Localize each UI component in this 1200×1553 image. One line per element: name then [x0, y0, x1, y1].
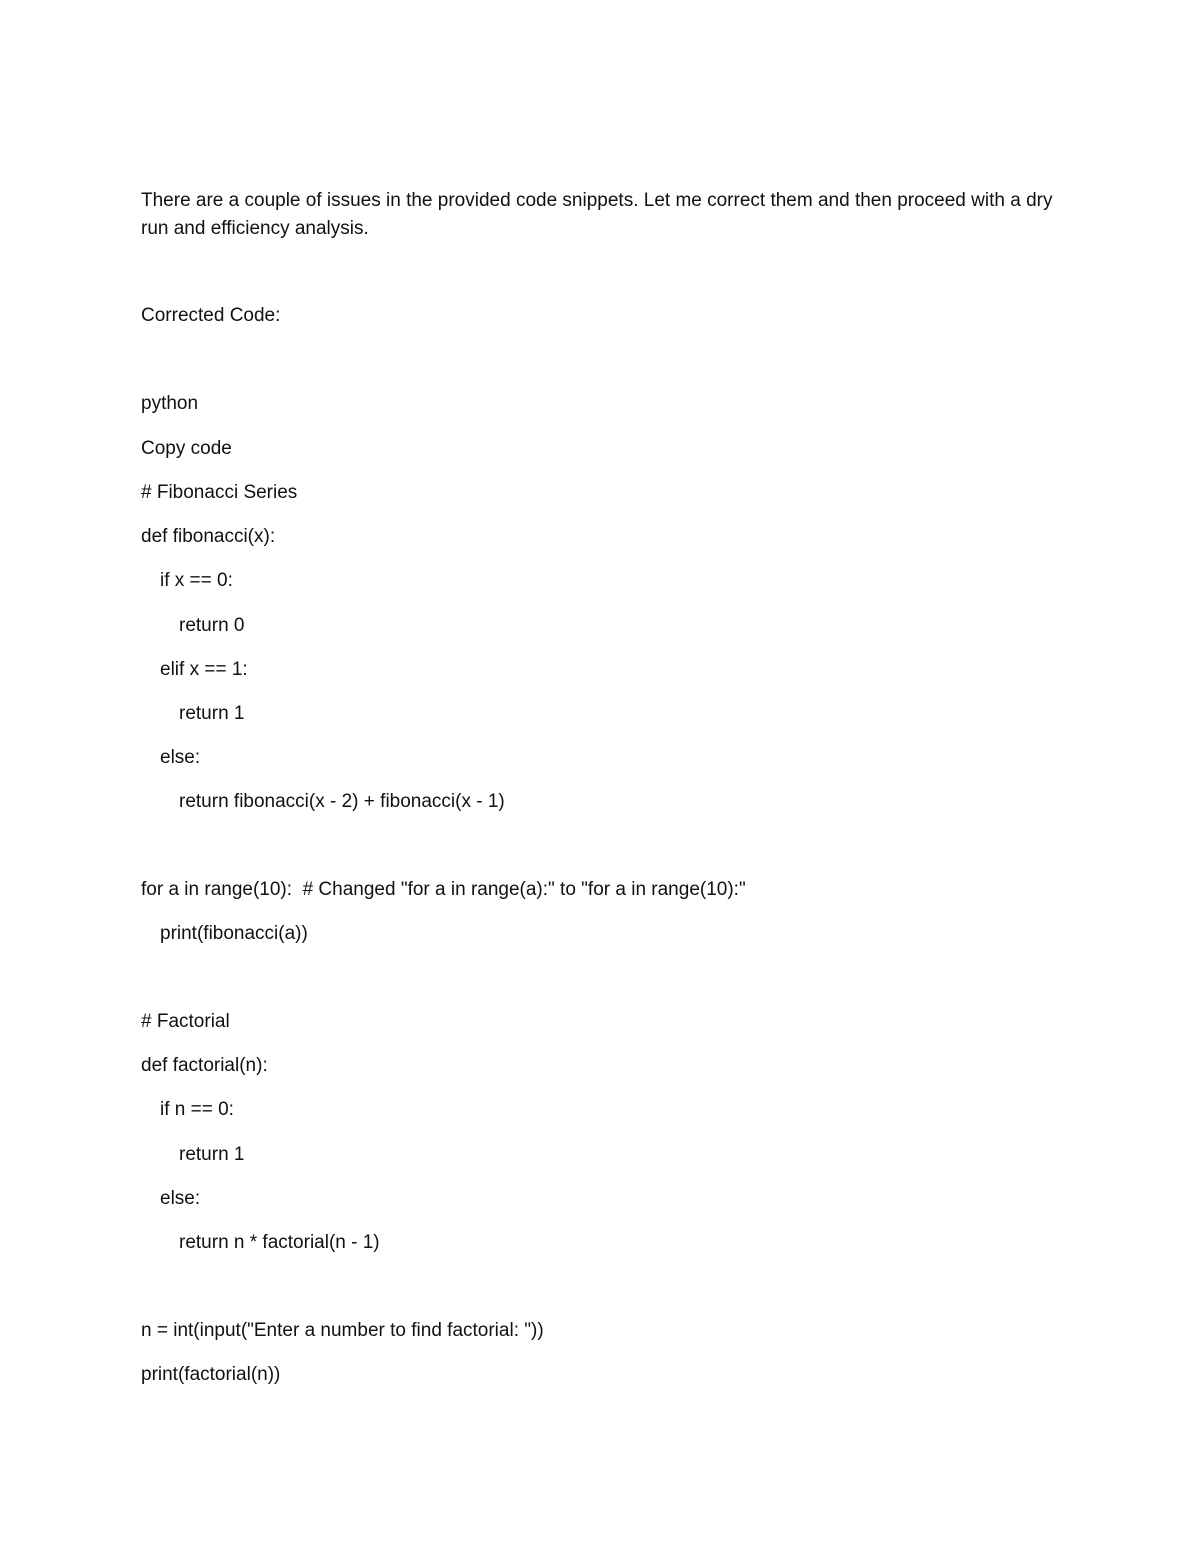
code-line: # Factorial [141, 1011, 230, 1032]
code-line: for a in range(10): # Changed "for a in range(a):" to "for a in range(10):" [141, 879, 746, 900]
corrected-code-heading: Corrected Code: [141, 305, 281, 326]
code-line: # Fibonacci Series [141, 482, 298, 503]
code-line: if x == 0: [160, 570, 233, 591]
code-line: print(factorial(n)) [141, 1364, 281, 1385]
code-line: print(fibonacci(a)) [160, 923, 308, 944]
copy-code-label: Copy code [141, 438, 232, 459]
code-line: return fibonacci(x - 2) + fibonacci(x - 1) [179, 791, 505, 812]
code-line: return 0 [179, 615, 245, 636]
code-line: return 1 [179, 703, 245, 724]
code-line: else: [160, 1188, 201, 1209]
intro-paragraph: There are a couple of issues in the provided code snippets. Let me correct them and then proceed with a dry run and efficiency analysis. [141, 190, 1053, 239]
code-line: def factorial(n): [141, 1055, 268, 1076]
code-line: else: [160, 747, 201, 768]
code-line: elif x == 1: [160, 659, 248, 680]
code-line: return n * factorial(n - 1) [179, 1232, 380, 1253]
language-label: python [141, 393, 199, 414]
code-line: if n == 0: [160, 1099, 234, 1120]
code-line: return 1 [179, 1144, 245, 1165]
code-line: n = int(input("Enter a number to find factorial: ")) [141, 1320, 544, 1341]
code-line: def fibonacci(x): [141, 526, 276, 547]
